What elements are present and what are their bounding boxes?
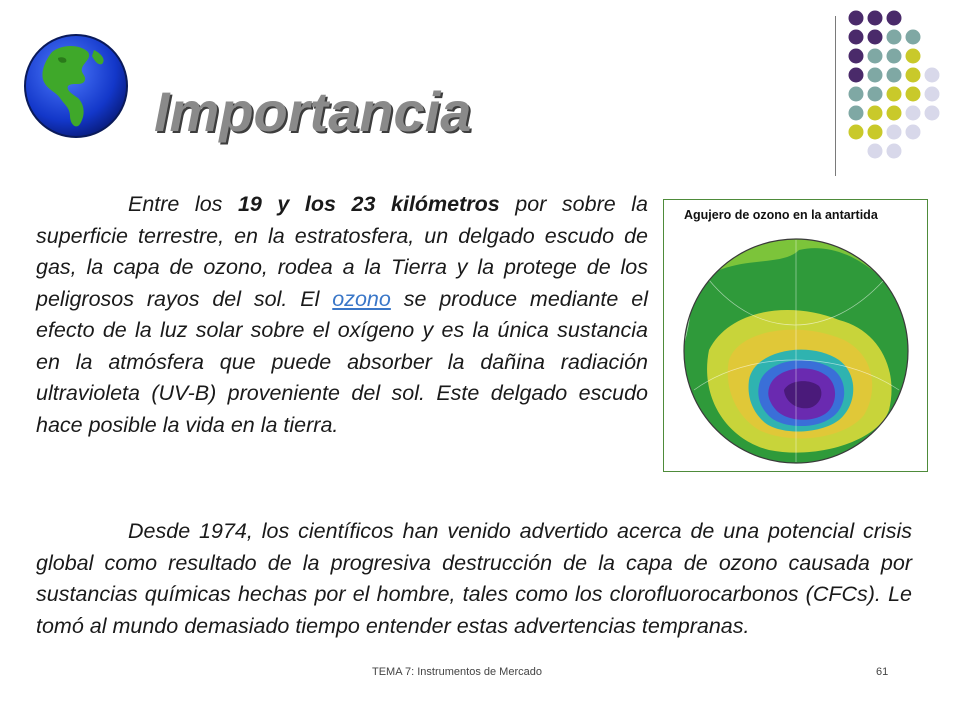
decorative-dot-grid [848,10,958,170]
decorative-dot [868,106,883,121]
decorative-dot [887,106,902,121]
paragraph-1 [36,189,648,441]
decorative-dot [868,11,883,26]
paragraph-2 [36,516,912,642]
paragraph-1-text-middle: por sobre la superficie terrestre, en la estratosfera, un delgado escudo de gas, la capa de ozono, rodea a la Tierra y la protege de los peligrosos rayos del sol. El [36,192,648,311]
ozono-link[interactable]: ozono [332,286,391,311]
decorative-dot [887,68,902,83]
decorative-dot [868,49,883,64]
decorative-dot [868,68,883,83]
decorative-dot [887,49,902,64]
globe-icon [22,32,130,140]
decorative-dot [906,30,921,45]
decorative-dot [887,30,902,45]
decorative-dot [849,49,864,64]
decorative-dot [849,11,864,26]
decorative-dot [849,68,864,83]
decorative-dot [925,106,940,121]
decorative-dot [906,106,921,121]
decorative-dot [906,68,921,83]
decorative-dot [906,87,921,102]
decorative-dot [849,125,864,140]
decorative-dot [906,125,921,140]
paragraph-1-bold: 19 y los 23 kilómetros [237,192,500,216]
decorative-dot [887,144,902,159]
decorative-dot [868,125,883,140]
decorative-dot [868,30,883,45]
decorative-dot [925,68,940,83]
decorative-dot [887,87,902,102]
decorative-dot [887,11,902,26]
page-number: 61 [876,666,889,678]
ozone-hole-image [663,199,928,472]
ozone-image-caption: Agujero de ozono en la antartida [684,208,878,222]
paragraph-2-text: Desde 1974, los científicos han venido advertido acerca de una potencial crisis global como resultado de la progresiva destrucción de la capa de ozono causada por sustancias químicas hechas por el hombre, tales como los clorofluorocarbonos (CFCs). Le tomó al mundo demasiado tiempo entender estas advertencias tempranas. [36,519,912,638]
decorative-dot [906,49,921,64]
decorative-dot [868,144,883,159]
decorative-dot [849,106,864,121]
decorative-dot [849,87,864,102]
decorative-dot [925,87,940,102]
paragraph-1-text-end: se produce mediante el efecto de la luz solar sobre el oxígeno y es la única sustancia en la atmósfera que puede absorber la dañina radiación ultravioleta (UV-B) proveniente del sol. Este delgado escudo hace posible la vida en la tierra. [36,286,648,437]
decorative-dot [849,30,864,45]
ozone-map-graphic [669,230,922,468]
paragraph-1-text-start: Entre los [128,192,238,216]
slide-title: Importancia [154,80,472,143]
divider-line [835,16,836,176]
decorative-dot [868,87,883,102]
decorative-dot [887,125,902,140]
slide-footer: TEMA 7: Instrumentos de Mercado [372,666,542,678]
